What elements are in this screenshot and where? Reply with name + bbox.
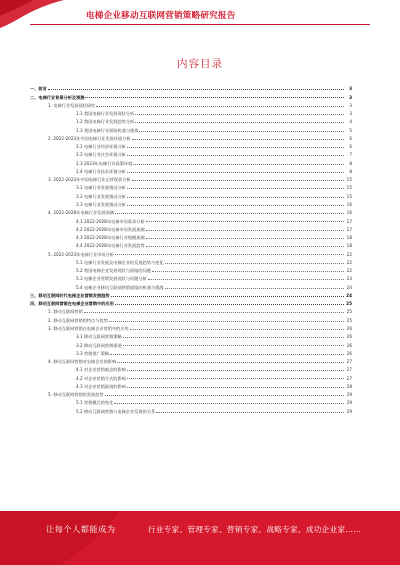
toc-entry-page: 15 — [346, 177, 352, 183]
toc-leader-dots — [165, 288, 344, 289]
toc-entry[interactable] — [30, 141, 352, 149]
toc-entry-page: 4 — [349, 119, 352, 125]
toc-entry-label: 2. 移动互联网营销的特点与优势 — [48, 317, 108, 323]
toc-leader-dots — [127, 155, 344, 156]
toc-leader-dots — [115, 254, 344, 255]
toc-leader-dots — [127, 370, 344, 371]
toc-entry-label: 2.4 电梯行业技术环境分析 — [76, 168, 126, 174]
toc-entry-label: 4.3 2022-2028年电梯行业规模预测 — [76, 235, 145, 241]
toc-entry-label: 3.1 电梯行业发展情况分析 — [76, 185, 126, 191]
toc-leader-dots — [139, 131, 344, 132]
toc-leader-dots — [135, 122, 344, 123]
toc-entry[interactable] — [30, 339, 352, 347]
toc-entry[interactable] — [30, 232, 352, 240]
toc-entry[interactable] — [30, 397, 352, 405]
toc-entry-label: 2.1 电梯行业经济环境分析 — [76, 144, 126, 150]
toc-entry-label: 3.2 移动互联网营销渠道 — [76, 342, 122, 348]
toc-leader-dots — [84, 312, 344, 313]
toc-entry-page: 27 — [346, 367, 352, 373]
toc-leader-dots — [115, 213, 344, 214]
toc-entry[interactable] — [30, 149, 352, 157]
toc-leader-dots — [127, 378, 344, 379]
toc-entry-label: 4.1 2022-2028年电梯市场需求分析 — [76, 218, 145, 224]
toc-entry-page: 8 — [349, 160, 352, 166]
toc-leader-dots — [127, 387, 344, 388]
toc-entry-page: 25 — [346, 309, 352, 315]
toc-leader-dots — [48, 89, 344, 90]
toc-entry-label: 4.3 对企业营销渠道的影响 — [76, 383, 126, 389]
toc-leader-dots — [146, 238, 344, 239]
toc-entry-page: 22 — [346, 251, 352, 257]
toc-entry-label: 4. 移动互联网营销对电梯企业的影响 — [48, 359, 117, 365]
footer-slogan: 让每个人都能成为 — [46, 524, 116, 534]
toc-entry-page: 26 — [346, 350, 352, 356]
toc-entry[interactable] — [30, 133, 352, 141]
toc-entry-page: 15 — [346, 193, 352, 199]
toc-list — [30, 83, 352, 414]
report-title: 电梯企业移动互联网营销策略研究报告 — [86, 11, 236, 21]
toc-entry-label: 2. 2022-2023年中国电梯行业发展环境分析 — [48, 135, 131, 141]
toc-leader-dots — [105, 395, 344, 396]
toc-entry-label: 5.4 电梯企业移动互联网营销面临的机遇与挑战 — [76, 284, 164, 290]
toc-leader-dots — [165, 263, 344, 264]
toc-entry[interactable] — [30, 108, 352, 116]
toc-entry-label: 4.2 对企业营销方式的影响 — [76, 375, 126, 381]
toc-leader-dots — [85, 97, 344, 98]
toc-leader-dots — [130, 329, 344, 330]
toc-entry-page: 26 — [346, 334, 352, 340]
toc-entry-page: 17 — [346, 226, 352, 232]
toc-entry-page: 3 — [349, 86, 352, 92]
toc-leader-dots — [127, 172, 344, 173]
footer-roles: 行业专家、管理专家、营销专家、战略专家、成功企业家…… — [148, 525, 362, 534]
toc-entry-label: 5.2 我国电梯企业发展现状与面临的问题 — [76, 268, 151, 274]
toc-entry-label: 三、移动互联网时代电梯企业营销发展趋势 — [30, 292, 110, 298]
toc-entry-page: 3 — [349, 94, 352, 100]
toc-leader-dots — [117, 362, 344, 363]
toc-entry-page: 29 — [346, 400, 352, 406]
toc-leader-dots — [135, 114, 344, 115]
toc-entry-label: 2.2 电梯行业社会环境分析 — [76, 152, 126, 158]
toc-entry-label: 四、移动互联网营销在电梯企业营销中的应用 — [30, 301, 114, 307]
toc-entry-page: 26 — [346, 342, 352, 348]
toc-leader-dots — [132, 180, 344, 181]
toc-entry[interactable] — [30, 91, 352, 99]
footer-decoration-icon — [0, 511, 400, 565]
toc-entry[interactable] — [30, 405, 352, 413]
toc-entry[interactable] — [30, 281, 352, 289]
toc-entry-page: 17 — [346, 218, 352, 224]
toc-entry[interactable] — [30, 290, 352, 298]
toc-entry-page: 7 — [349, 152, 352, 158]
toc-entry-page: 15 — [346, 185, 352, 191]
toc-entry[interactable] — [30, 215, 352, 223]
toc-leader-dots — [132, 139, 344, 140]
toc-entry-label: 二、电梯行业背景分析及预测 — [30, 94, 85, 100]
toc-entry-label: 1. 移动互联网营销 — [48, 309, 83, 315]
toc-entry-page: 24 — [346, 284, 352, 290]
toc-entry[interactable] — [30, 381, 352, 389]
toc-entry-page: 28 — [346, 383, 352, 389]
toc-entry-label: 3. 移动互联网营销在电梯企业营销中的应用 — [48, 325, 129, 331]
toc-entry[interactable] — [30, 372, 352, 380]
header-divider — [30, 24, 370, 25]
toc-entry-page: 6 — [349, 144, 352, 150]
toc-entry-page: 3 — [349, 111, 352, 117]
toc-entry-page: 22 — [346, 259, 352, 265]
toc-entry[interactable] — [30, 265, 352, 273]
toc-entry-page: 22 — [346, 268, 352, 274]
toc-entry-label: 4.4 2022-2028年电梯行业发展趋势 — [76, 243, 145, 249]
toc-entry[interactable] — [30, 257, 352, 265]
toc-entry-label: 3.2 电梯行业发展情况分析 — [76, 193, 126, 199]
toc-entry-page: 6 — [349, 135, 352, 141]
toc-entry[interactable] — [30, 157, 352, 165]
toc-entry-label: 4.1 对企业营销观念的影响 — [76, 367, 126, 373]
toc-entry[interactable] — [30, 298, 352, 306]
toc-leader-dots — [127, 197, 344, 198]
toc-leader-dots — [127, 205, 344, 206]
toc-entry[interactable] — [30, 182, 352, 190]
toc-entry-page: 8 — [349, 168, 352, 174]
toc-entry-label: 5.3 电梯企业营销发展现状与问题分析 — [76, 276, 147, 282]
toc-entry-label: 5. 2022-2023年电梯行业市场分析 — [48, 251, 114, 257]
toc-entry[interactable] — [30, 83, 352, 91]
toc-entry[interactable] — [30, 166, 352, 174]
toc-entry-label: 4.2 2022-2028年电梯市场发展预测 — [76, 226, 145, 232]
toc-entry-label: 3.3 营销推广策略 — [76, 350, 110, 356]
toc-entry-label: 5.2 移动互联网营销与电梯企业发展的关系 — [76, 408, 156, 414]
toc-entry-page: 5 — [349, 127, 352, 133]
toc-entry-label: 5. 移动互联网营销的发展趋势 — [48, 392, 104, 398]
toc-entry-page: 3 — [349, 102, 352, 108]
toc-entry[interactable] — [30, 124, 352, 132]
toc-entry-label: 一、前言 — [30, 86, 47, 92]
toc-entry-page: 18 — [346, 243, 352, 249]
footer-band — [0, 511, 400, 565]
toc-entry[interactable] — [30, 116, 352, 124]
toc-entry-label: 1. 电梯行业发展现状研究 — [48, 102, 96, 108]
toc-entry[interactable] — [30, 207, 352, 215]
toc-entry-label: 1.2 我国电梯行业发展趋势分析 — [76, 119, 135, 125]
toc-leader-dots — [111, 296, 344, 297]
toc-entry-label: 4. 2022-2028年电梯行业发展预测 — [48, 210, 114, 216]
toc-entry-page: 29 — [346, 392, 352, 398]
toc-leader-dots — [123, 345, 344, 346]
toc-entry[interactable] — [30, 364, 352, 372]
toc-entry[interactable] — [30, 389, 352, 397]
toc-leader-dots — [133, 164, 344, 165]
toc-entry[interactable] — [30, 174, 352, 182]
toc-leader-dots — [156, 412, 344, 413]
toc-leader-dots — [148, 279, 344, 280]
toc-entry[interactable] — [30, 273, 352, 281]
toc-entry-page: 25 — [346, 301, 352, 307]
toc-entry-label: 2.3 2023年电梯行业政策环境 — [76, 160, 133, 166]
toc-leader-dots — [114, 403, 344, 404]
toc-entry[interactable] — [30, 100, 352, 108]
toc-leader-dots — [110, 354, 344, 355]
toc-entry[interactable] — [30, 323, 352, 331]
toc-entry-page: 27 — [346, 359, 352, 365]
toc-entry[interactable] — [30, 240, 352, 248]
toc-leader-dots — [146, 246, 344, 247]
toc-leader-dots — [109, 321, 344, 322]
toc-entry-page: 16 — [346, 210, 352, 216]
toc-leader-dots — [146, 230, 344, 231]
toc-leader-dots — [146, 221, 344, 222]
toc-entry-page: 26 — [346, 325, 352, 331]
toc-entry[interactable] — [30, 248, 352, 256]
header-band — [0, 0, 400, 30]
toc-entry[interactable] — [30, 348, 352, 356]
toc-entry[interactable] — [30, 306, 352, 314]
toc-entry-page: 25 — [346, 317, 352, 323]
toc-leader-dots — [152, 271, 344, 272]
header-decoration-icon — [0, 0, 70, 30]
toc-leader-dots — [115, 304, 344, 305]
toc-entry-label: 3. 2022-2023年中国电梯行业运营现状分析 — [48, 177, 131, 183]
toc-entry-label: 1.1 我国电梯行业发展现状分析 — [76, 111, 135, 117]
toc-entry-label: 1.3 我国电梯行业面临机遇与挑战 — [76, 127, 139, 133]
toc-entry[interactable] — [30, 190, 352, 198]
toc-entry-page: 27 — [346, 375, 352, 381]
toc-entry-page: 16 — [346, 201, 352, 207]
toc-entry-label: 3.1 移动互联网营销策略 — [76, 334, 122, 340]
toc-entry-label: 5.1 营销模式的变化 — [76, 400, 114, 406]
toc-entry-page: 29 — [346, 408, 352, 414]
toc-leader-dots — [96, 106, 344, 107]
toc-leader-dots — [123, 337, 344, 338]
toc-leader-dots — [127, 147, 344, 148]
toc-entry-page: 23 — [346, 276, 352, 282]
toc-entry-label: 5.1 电梯行业发展及电梯企业的发展趋势与变化 — [76, 259, 164, 265]
toc-heading: 内容目录 — [177, 58, 223, 70]
toc-entry[interactable] — [30, 331, 352, 339]
toc-entry-page: 18 — [346, 235, 352, 241]
toc-entry[interactable] — [30, 199, 352, 207]
toc-leader-dots — [127, 188, 344, 189]
toc-entry-label: 3.3 电梯行业发展情况分析 — [76, 201, 126, 207]
toc-entry[interactable] — [30, 224, 352, 232]
toc-entry[interactable] — [30, 314, 352, 322]
toc-entry[interactable] — [30, 356, 352, 364]
toc-entry-page: 24 — [346, 292, 352, 298]
